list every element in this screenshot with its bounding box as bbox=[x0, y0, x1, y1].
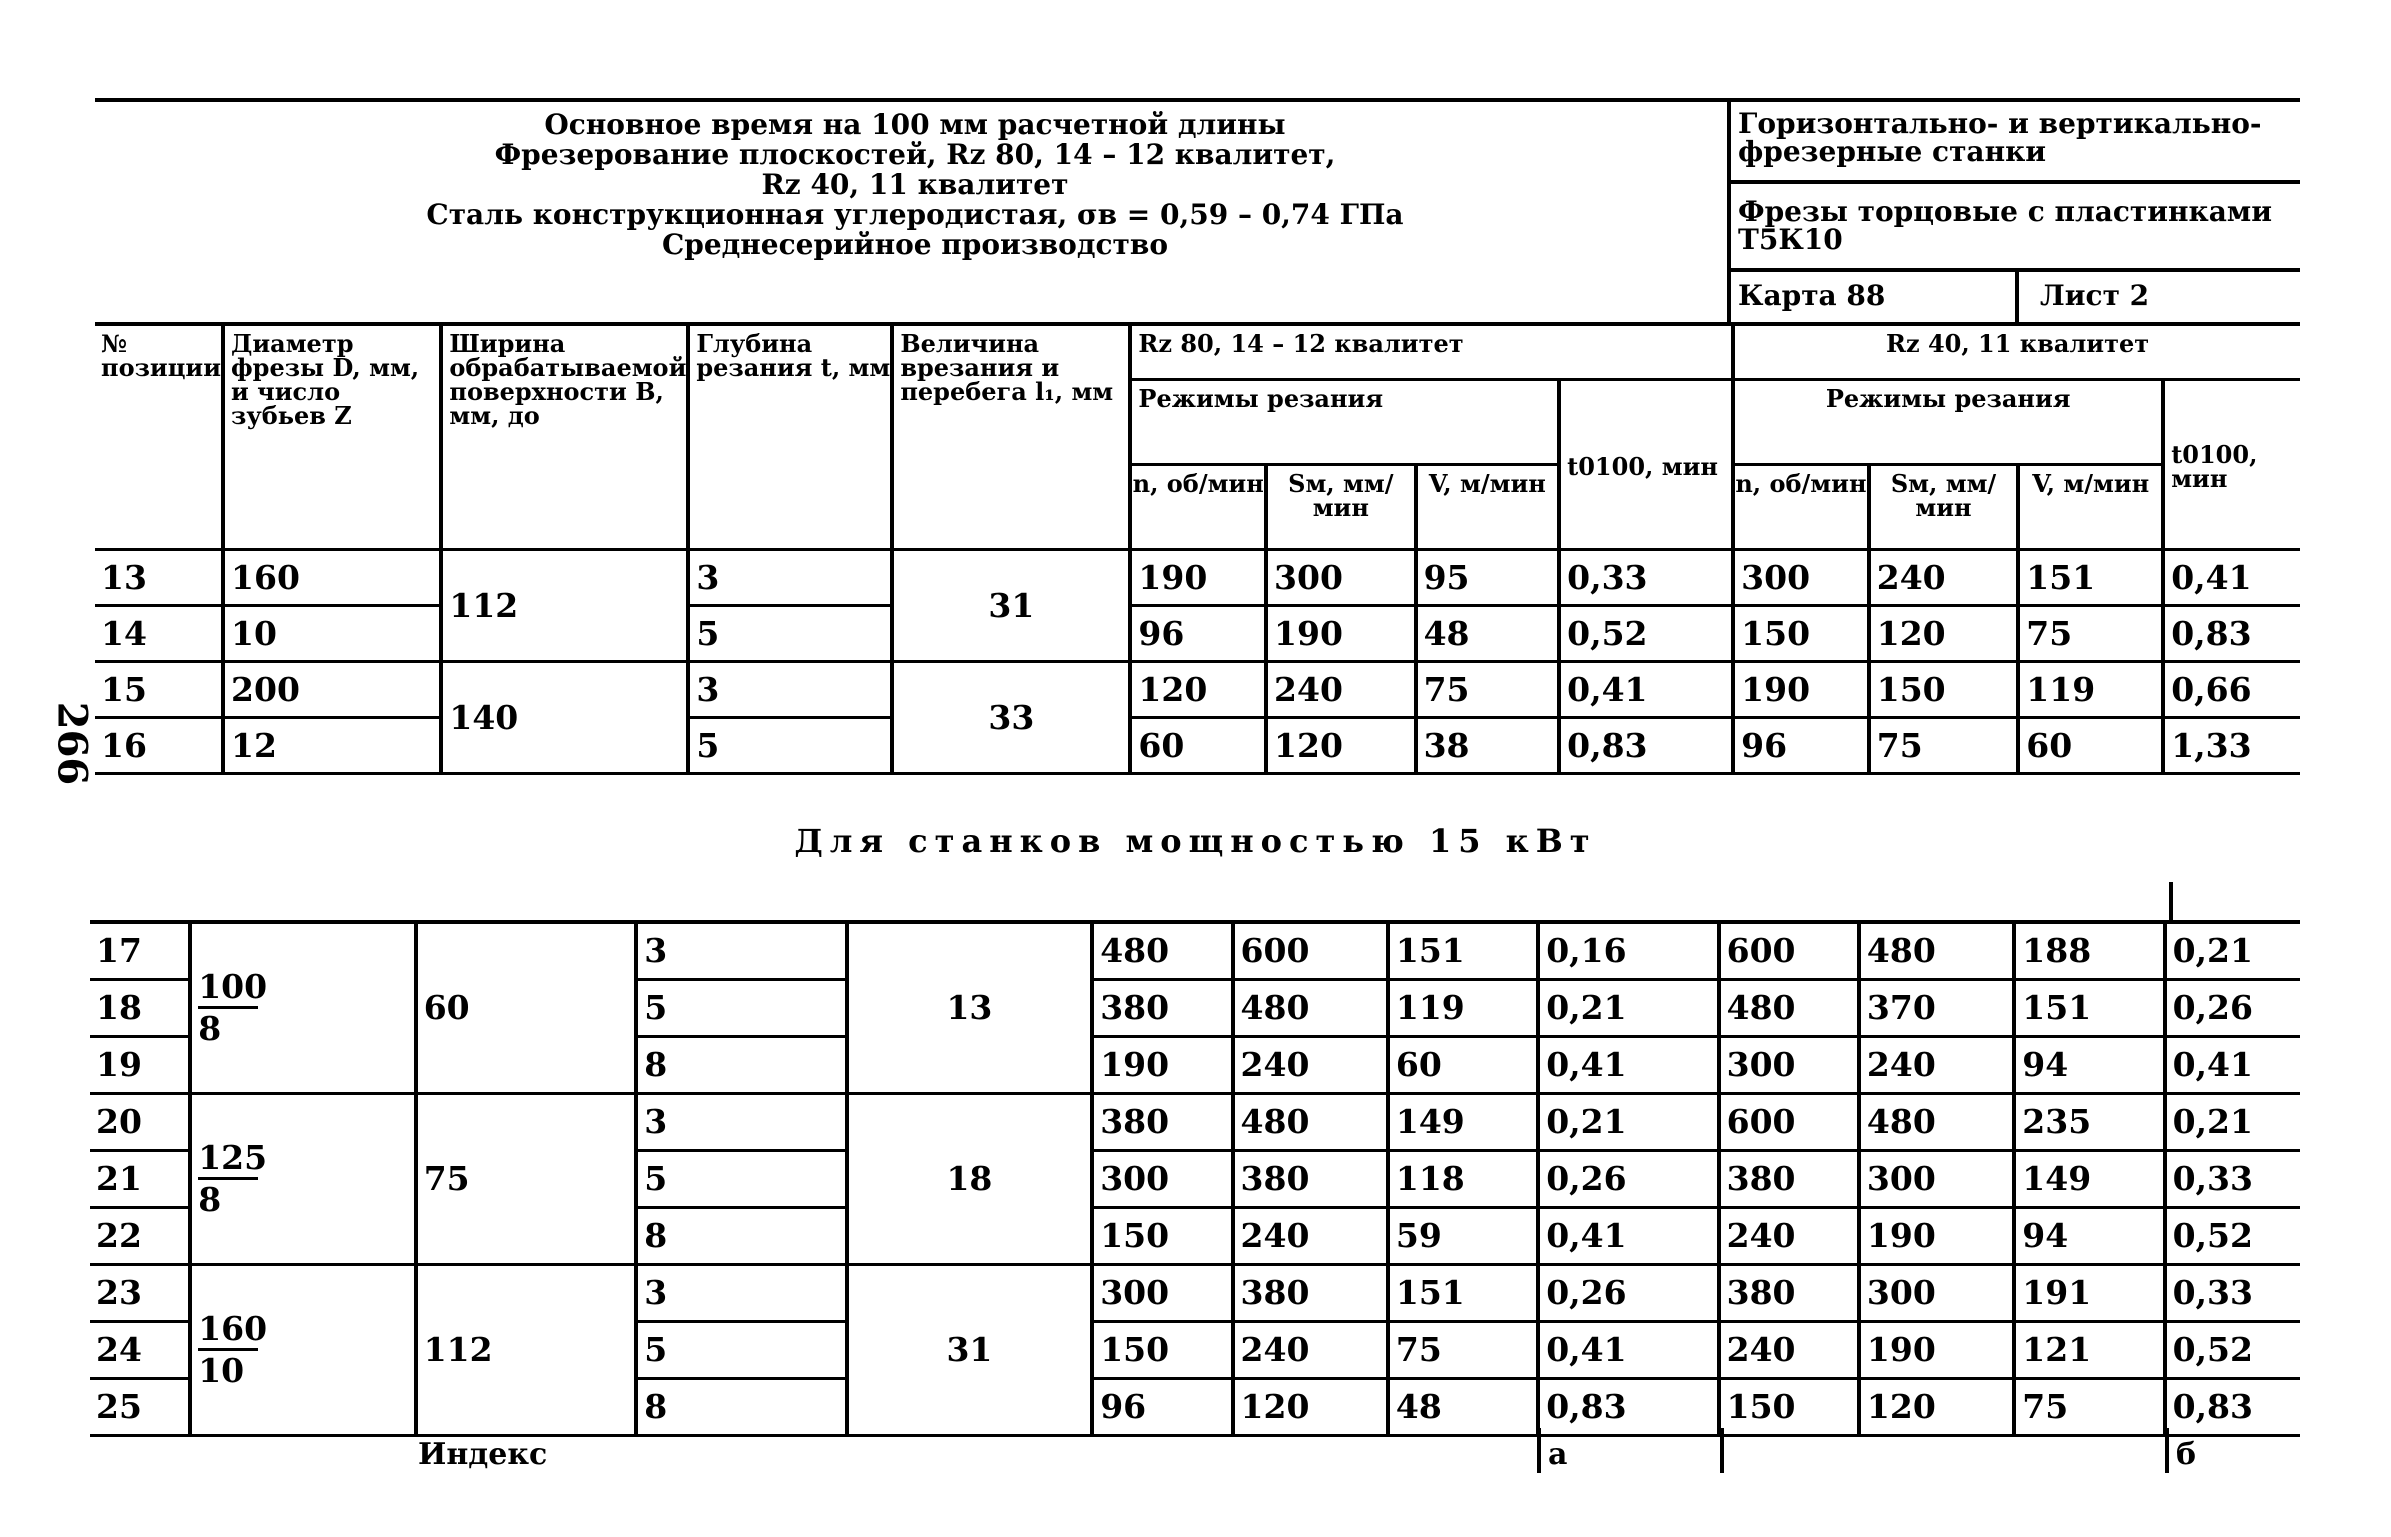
teeth-value: 8 bbox=[198, 1009, 222, 1049]
table-row bbox=[95, 661, 2300, 717]
table-cell: 150 bbox=[1719, 1378, 1859, 1435]
table-cell: 600 bbox=[1719, 1093, 1859, 1150]
table-cell: 94 bbox=[2014, 1036, 2164, 1093]
table-cell: 149 bbox=[1388, 1093, 1538, 1150]
table-cell: 20 bbox=[90, 1093, 190, 1150]
table-cell: 31 bbox=[892, 549, 1130, 661]
table-cell: 380 bbox=[1092, 1093, 1232, 1150]
table-cell: 112 bbox=[416, 1264, 636, 1435]
table-cell: 300 bbox=[1092, 1150, 1232, 1207]
rule bbox=[2165, 1428, 2169, 1473]
table-cell: 5 bbox=[636, 1150, 846, 1207]
group-b: Rz 40, 11 квалитет bbox=[1733, 324, 2300, 379]
t0-a: t0100, мин bbox=[1559, 379, 1733, 549]
table-cell: 120 bbox=[1266, 717, 1416, 773]
table-cell: 0,21 bbox=[2165, 922, 2300, 979]
table-cell: 0,26 bbox=[2165, 979, 2300, 1036]
table-cell: 5 bbox=[688, 717, 892, 773]
s-a: Sм, мм/мин bbox=[1266, 464, 1416, 549]
col-over: Величина врезания и перебега l₁, мм bbox=[892, 324, 1130, 549]
modes-b: Режимы резания bbox=[1733, 379, 2163, 464]
table-cell: 48 bbox=[1416, 605, 1560, 661]
table-cell: 120 bbox=[1859, 1378, 2014, 1435]
table-cell: 0,41 bbox=[1538, 1207, 1718, 1264]
rule bbox=[1537, 1428, 1541, 1473]
table-cell: 21 bbox=[90, 1150, 190, 1207]
table-cell: 160 bbox=[223, 549, 441, 605]
table-cell: 5 bbox=[688, 605, 892, 661]
table-cell: 300 bbox=[1859, 1264, 2014, 1321]
table-row bbox=[95, 549, 2300, 605]
table-cell: 59 bbox=[1388, 1207, 1538, 1264]
table-cell: 3 bbox=[636, 1264, 846, 1321]
table-cell: 75 bbox=[416, 1093, 636, 1264]
header-title-block bbox=[95, 110, 1735, 260]
table-cell: 75 bbox=[1388, 1321, 1538, 1378]
header-line: Фрезерование плоскостей, Rz 80, 14 – 12 квалитет, bbox=[494, 138, 1336, 171]
table-cell: 0,52 bbox=[2165, 1207, 2300, 1264]
table-cell: 0,66 bbox=[2163, 661, 2300, 717]
table-cell: 300 bbox=[1266, 549, 1416, 605]
table-row bbox=[90, 1264, 2300, 1321]
table-cell: 22 bbox=[90, 1207, 190, 1264]
table-cell: 600 bbox=[1719, 922, 1859, 979]
table-cell: 60 bbox=[1130, 717, 1266, 773]
table-cell: 0,33 bbox=[2165, 1150, 2300, 1207]
table-cell: 0,33 bbox=[2165, 1264, 2300, 1321]
table-cell: 190 bbox=[1092, 1036, 1232, 1093]
table-cell: 119 bbox=[1388, 979, 1538, 1036]
table-row bbox=[90, 1093, 2300, 1150]
table-cell: 0,21 bbox=[2165, 1093, 2300, 1150]
table-cell: 25 bbox=[90, 1378, 190, 1435]
diameter-value: 125 bbox=[198, 1138, 258, 1180]
table-cell: 191 bbox=[2014, 1264, 2164, 1321]
machines-label: Горизонтально- и вертикально-фрезерные станки bbox=[1738, 107, 2262, 168]
table-cell: 0,41 bbox=[2163, 549, 2300, 605]
cutters-label: Фрезы торцовые с пластинками Т5К10 bbox=[1738, 195, 2272, 256]
table-cell: 0,83 bbox=[2165, 1378, 2300, 1435]
table-cell: 480 bbox=[1233, 979, 1388, 1036]
table-cell: 3 bbox=[688, 549, 892, 605]
table-cell: 0,21 bbox=[1538, 1093, 1718, 1150]
table-cell: 140 bbox=[441, 661, 688, 773]
rule bbox=[2169, 882, 2173, 922]
table-cell: 38 bbox=[1416, 717, 1560, 773]
table-cell: 96 bbox=[1130, 605, 1266, 661]
table-cell: 3 bbox=[636, 922, 846, 979]
v-b: V, м/мин bbox=[2018, 464, 2163, 549]
table-cell: 240 bbox=[1719, 1207, 1859, 1264]
col-width: Ширина обрабатываемой поверхности B, мм, до bbox=[441, 324, 688, 549]
table-row bbox=[90, 922, 2300, 979]
section-title: Для станков мощностью 15 кВт bbox=[794, 822, 1597, 860]
diameter-value: 160 bbox=[198, 1309, 258, 1351]
table-cell: 120 bbox=[1130, 661, 1266, 717]
table-cell: 0,26 bbox=[1538, 1264, 1718, 1321]
table-cell: 5 bbox=[636, 979, 846, 1036]
table-cell: 0,83 bbox=[1559, 717, 1733, 773]
index-a: а bbox=[1548, 1437, 1568, 1472]
table-cell: 480 bbox=[1092, 922, 1232, 979]
table-cell: 300 bbox=[1092, 1264, 1232, 1321]
table-cell: 151 bbox=[2018, 549, 2163, 605]
table-cell: 380 bbox=[1719, 1264, 1859, 1321]
table-cell: 188 bbox=[2014, 922, 2164, 979]
table-cell: 480 bbox=[1859, 1093, 2014, 1150]
table-cell: 0,16 bbox=[1538, 922, 1718, 979]
table-cell: 0,21 bbox=[1538, 979, 1718, 1036]
table-cell: 13 bbox=[95, 549, 223, 605]
index-label: Индекс bbox=[418, 1437, 548, 1472]
table-cell: 118 bbox=[1388, 1150, 1538, 1207]
table-cell: 0,52 bbox=[2165, 1321, 2300, 1378]
n-b: n, об/мин bbox=[1733, 464, 1869, 549]
table-cell: 240 bbox=[1233, 1207, 1388, 1264]
table-cell: 380 bbox=[1719, 1150, 1859, 1207]
table-cell: 3 bbox=[688, 661, 892, 717]
table-cell: 15 bbox=[95, 661, 223, 717]
t0-b: t0100, мин bbox=[2163, 379, 2300, 549]
table-cell: 480 bbox=[1719, 979, 1859, 1036]
table-cell: 0,41 bbox=[2165, 1036, 2300, 1093]
table-cell: 95 bbox=[1416, 549, 1560, 605]
table-cell: 8 bbox=[636, 1207, 846, 1264]
table-cell: 75 bbox=[1869, 717, 2019, 773]
table-cell: 120 bbox=[1233, 1378, 1388, 1435]
table-row bbox=[95, 717, 2300, 773]
table-cell: 24 bbox=[90, 1321, 190, 1378]
table-cell: 75 bbox=[2018, 605, 2163, 661]
col-pos: № позиции bbox=[101, 329, 222, 382]
table-cell: 19 bbox=[90, 1036, 190, 1093]
table-cell: 151 bbox=[1388, 1264, 1538, 1321]
header-line: Сталь конструкционная углеродистая, σв = 0,59 – 0,74 ГПа bbox=[426, 198, 1404, 231]
table-cell: 33 bbox=[892, 661, 1130, 773]
diam-teeth-cell bbox=[190, 1264, 416, 1435]
s-b: Sм, мм/мин bbox=[1869, 464, 2019, 549]
card-label: Карта 88 bbox=[1738, 279, 1886, 312]
table-cell: 14 bbox=[95, 605, 223, 661]
rule bbox=[1727, 268, 2300, 272]
diam-teeth-cell bbox=[190, 1093, 416, 1264]
table-cell: 31 bbox=[847, 1264, 1093, 1435]
page-number: 266 bbox=[48, 701, 96, 786]
table-cell: 18 bbox=[847, 1093, 1093, 1264]
table-cell: 240 bbox=[1869, 549, 2019, 605]
col-diam: Диаметр фрезы D, мм, и число зубьев Z bbox=[223, 324, 441, 549]
table-cell: 240 bbox=[1233, 1321, 1388, 1378]
table-cell: 190 bbox=[1266, 605, 1416, 661]
table-cell: 151 bbox=[1388, 922, 1538, 979]
diam-teeth-cell bbox=[190, 922, 416, 1093]
table-main bbox=[95, 322, 2300, 775]
table-cell: 96 bbox=[1733, 717, 1869, 773]
table-cell: 96 bbox=[1092, 1378, 1232, 1435]
table-cell: 23 bbox=[90, 1264, 190, 1321]
table-cell: 94 bbox=[2014, 1207, 2164, 1264]
table-cell: 119 bbox=[2018, 661, 2163, 717]
header-line: Основное время на 100 мм расчетной длины bbox=[544, 108, 1286, 141]
table-cell: 12 bbox=[223, 717, 441, 773]
table-cell: 8 bbox=[636, 1036, 846, 1093]
header-line: Среднесерийное производство bbox=[661, 228, 1169, 261]
table-cell: 380 bbox=[1233, 1264, 1388, 1321]
table-cell: 121 bbox=[2014, 1321, 2164, 1378]
table-cell: 300 bbox=[1719, 1036, 1859, 1093]
table-cell: 150 bbox=[1733, 605, 1869, 661]
rule bbox=[1727, 180, 2300, 184]
teeth-value: 8 bbox=[198, 1180, 222, 1219]
table-cell: 190 bbox=[1859, 1321, 2014, 1378]
table-cell: 1,33 bbox=[2163, 717, 2300, 773]
table-cell: 8 bbox=[636, 1378, 846, 1435]
top-rule bbox=[95, 98, 2300, 102]
rule bbox=[2015, 270, 2019, 326]
table-cell: 380 bbox=[1092, 979, 1232, 1036]
table-cell: 600 bbox=[1233, 922, 1388, 979]
group-a: Rz 80, 14 – 12 квалитет bbox=[1130, 324, 1733, 379]
table-cell: 60 bbox=[2018, 717, 2163, 773]
table-cell: 75 bbox=[1416, 661, 1560, 717]
table-cell: 190 bbox=[1733, 661, 1869, 717]
rule bbox=[1720, 1428, 1724, 1473]
table-cell: 60 bbox=[1388, 1036, 1538, 1093]
table-cell: 112 bbox=[441, 549, 688, 661]
table-cell: 3 bbox=[636, 1093, 846, 1150]
table-cell: 151 bbox=[2014, 979, 2164, 1036]
table-cell: 0,41 bbox=[1538, 1036, 1718, 1093]
table-cell: 13 bbox=[847, 922, 1093, 1093]
teeth-value: 10 bbox=[198, 1351, 245, 1390]
table-cell: 0,83 bbox=[1538, 1378, 1718, 1435]
table-cell: 0,41 bbox=[1538, 1321, 1718, 1378]
table-cell: 75 bbox=[2014, 1378, 2164, 1435]
table-cell: 300 bbox=[1733, 549, 1869, 605]
table-cell: 60 bbox=[416, 922, 636, 1093]
table-cell: 480 bbox=[1859, 922, 2014, 979]
table-cell: 0,41 bbox=[1559, 661, 1733, 717]
v-a: V, м/мин bbox=[1416, 464, 1560, 549]
modes-a: Режимы резания bbox=[1130, 379, 1559, 464]
n-a: n, об/мин bbox=[1130, 464, 1266, 549]
table-cell: 16 bbox=[95, 717, 223, 773]
table-cell: 0,26 bbox=[1538, 1150, 1718, 1207]
table-cell: 10 bbox=[223, 605, 441, 661]
table-cell: 480 bbox=[1233, 1093, 1388, 1150]
table-cell: 190 bbox=[1130, 549, 1266, 605]
table-row bbox=[95, 605, 2300, 661]
table-cell: 0,33 bbox=[1559, 549, 1733, 605]
table-cell: 48 bbox=[1388, 1378, 1538, 1435]
sheet-label: Лист 2 bbox=[2040, 279, 2150, 312]
table-cell: 0,83 bbox=[2163, 605, 2300, 661]
table-cell: 150 bbox=[1092, 1207, 1232, 1264]
table-cell: 0,52 bbox=[1559, 605, 1733, 661]
table-cell: 240 bbox=[1266, 661, 1416, 717]
diameter-value: 100 bbox=[198, 967, 258, 1009]
table-cell: 300 bbox=[1859, 1150, 2014, 1207]
table-cell: 240 bbox=[1233, 1036, 1388, 1093]
header-line: Rz 40, 11 квалитет bbox=[761, 168, 1069, 201]
table-cell: 240 bbox=[1859, 1036, 2014, 1093]
table-cell: 190 bbox=[1859, 1207, 2014, 1264]
table-cell: 380 bbox=[1233, 1150, 1388, 1207]
table-cell: 5 bbox=[636, 1321, 846, 1378]
table-cell: 240 bbox=[1719, 1321, 1859, 1378]
index-b: б bbox=[2176, 1437, 2197, 1472]
table-cell: 235 bbox=[2014, 1093, 2164, 1150]
table-cell: 149 bbox=[2014, 1150, 2164, 1207]
table-cell: 17 bbox=[90, 922, 190, 979]
table-15kw bbox=[90, 920, 2300, 1437]
table-cell: 120 bbox=[1869, 605, 2019, 661]
table-cell: 150 bbox=[1869, 661, 2019, 717]
table-cell: 370 bbox=[1859, 979, 2014, 1036]
table-cell: 18 bbox=[90, 979, 190, 1036]
table-cell: 200 bbox=[223, 661, 441, 717]
table-cell: 150 bbox=[1092, 1321, 1232, 1378]
col-depth: Глубина резания t, мм bbox=[688, 324, 892, 549]
